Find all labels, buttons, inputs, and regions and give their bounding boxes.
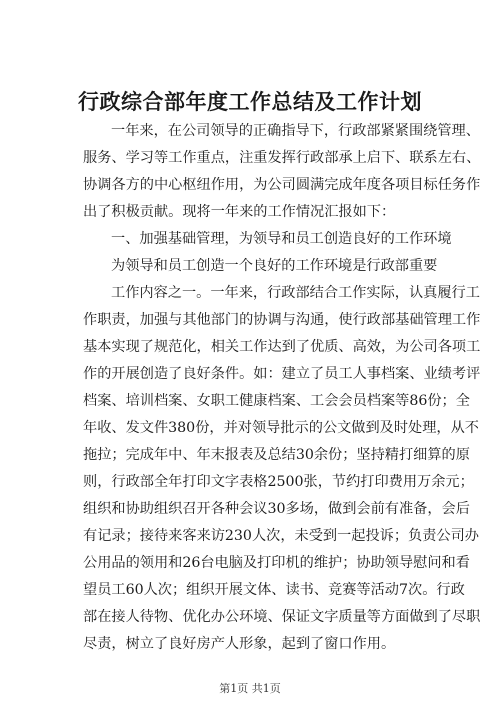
paragraph2-line-9: 组织和协助组织召开各种会议30多场，做到会前有准备，会后 <box>83 501 470 517</box>
section-heading: 一、加强基础管理，为领导和员工创造良好的工作环境 <box>111 231 452 247</box>
document-title: 行政综合部年度工作总结及工作计划 <box>78 89 422 114</box>
paragraph2-line-10: 有记录；接待来客来访230人次，未受到一起投诉；负责公司办 <box>83 528 479 544</box>
paragraph2-line-5: 档案、培训档案、女职工健康档案、工会会员档案等86份；全 <box>83 393 470 409</box>
paragraph2-line-2: 作职责，加强与其他部门的协调与沟通，使行政部基础管理工作 <box>83 312 481 328</box>
paragraph2-line-1: 工作内容之一。一年来，行政部结合工作实际，认真履行工 <box>111 285 480 301</box>
paragraph1-line-1: 一年来，在公司领导的正确指导下，行政部紧紧围绕管理、 <box>111 123 480 139</box>
paragraph2-line-3: 基本实现了规范化，相关工作达到了优质、高效，为公司各项工 <box>83 339 481 355</box>
paragraph2-line-7: 拖拉；完成年中、年末报表及总结30余份；坚持精打细算的原 <box>83 447 470 463</box>
paragraph1-line-2: 服务、学习等工作重点，注重发挥行政部承上启下、联系左右、 <box>83 150 481 166</box>
paragraph2-line-14: 尽责，树立了良好房产人形象，起到了窗口作用。 <box>83 636 396 652</box>
paragraph2-line-12: 望员工60人次；组织开展文体、读书、竞赛等活动7次。行政 <box>83 582 465 598</box>
paragraph1-line-3: 协调各方的中心枢纽作用，为公司圆满完成年度各项目标任务作 <box>83 177 481 193</box>
paragraph2-line-6: 年收、发文件380份，并对领导批示的公文做到及时处理，从不 <box>83 420 479 436</box>
paragraph2-line-11: 公用品的领用和26台电脑及打印机的维护；协助领导慰问和看 <box>83 555 470 571</box>
subheading: 为领导和员工创造一个良好的工作环境是行政部重要 <box>111 258 438 274</box>
page-footer: 第1页 共1页 <box>219 682 281 695</box>
paragraph2-line-4: 作的开展创造了良好条件。如：建立了员工人事档案、业绩考评 <box>83 366 481 382</box>
paragraph1-line-4: 出了积极贡献。现将一年来的工作情况汇报如下： <box>83 204 396 220</box>
paragraph2-line-13: 部在接人待物、优化办公环境、保证文字质量等方面做到了尽职 <box>83 609 481 625</box>
paragraph2-line-8: 则，行政部全年打印文字表格2500张，节约打印费用万余元； <box>83 474 474 490</box>
